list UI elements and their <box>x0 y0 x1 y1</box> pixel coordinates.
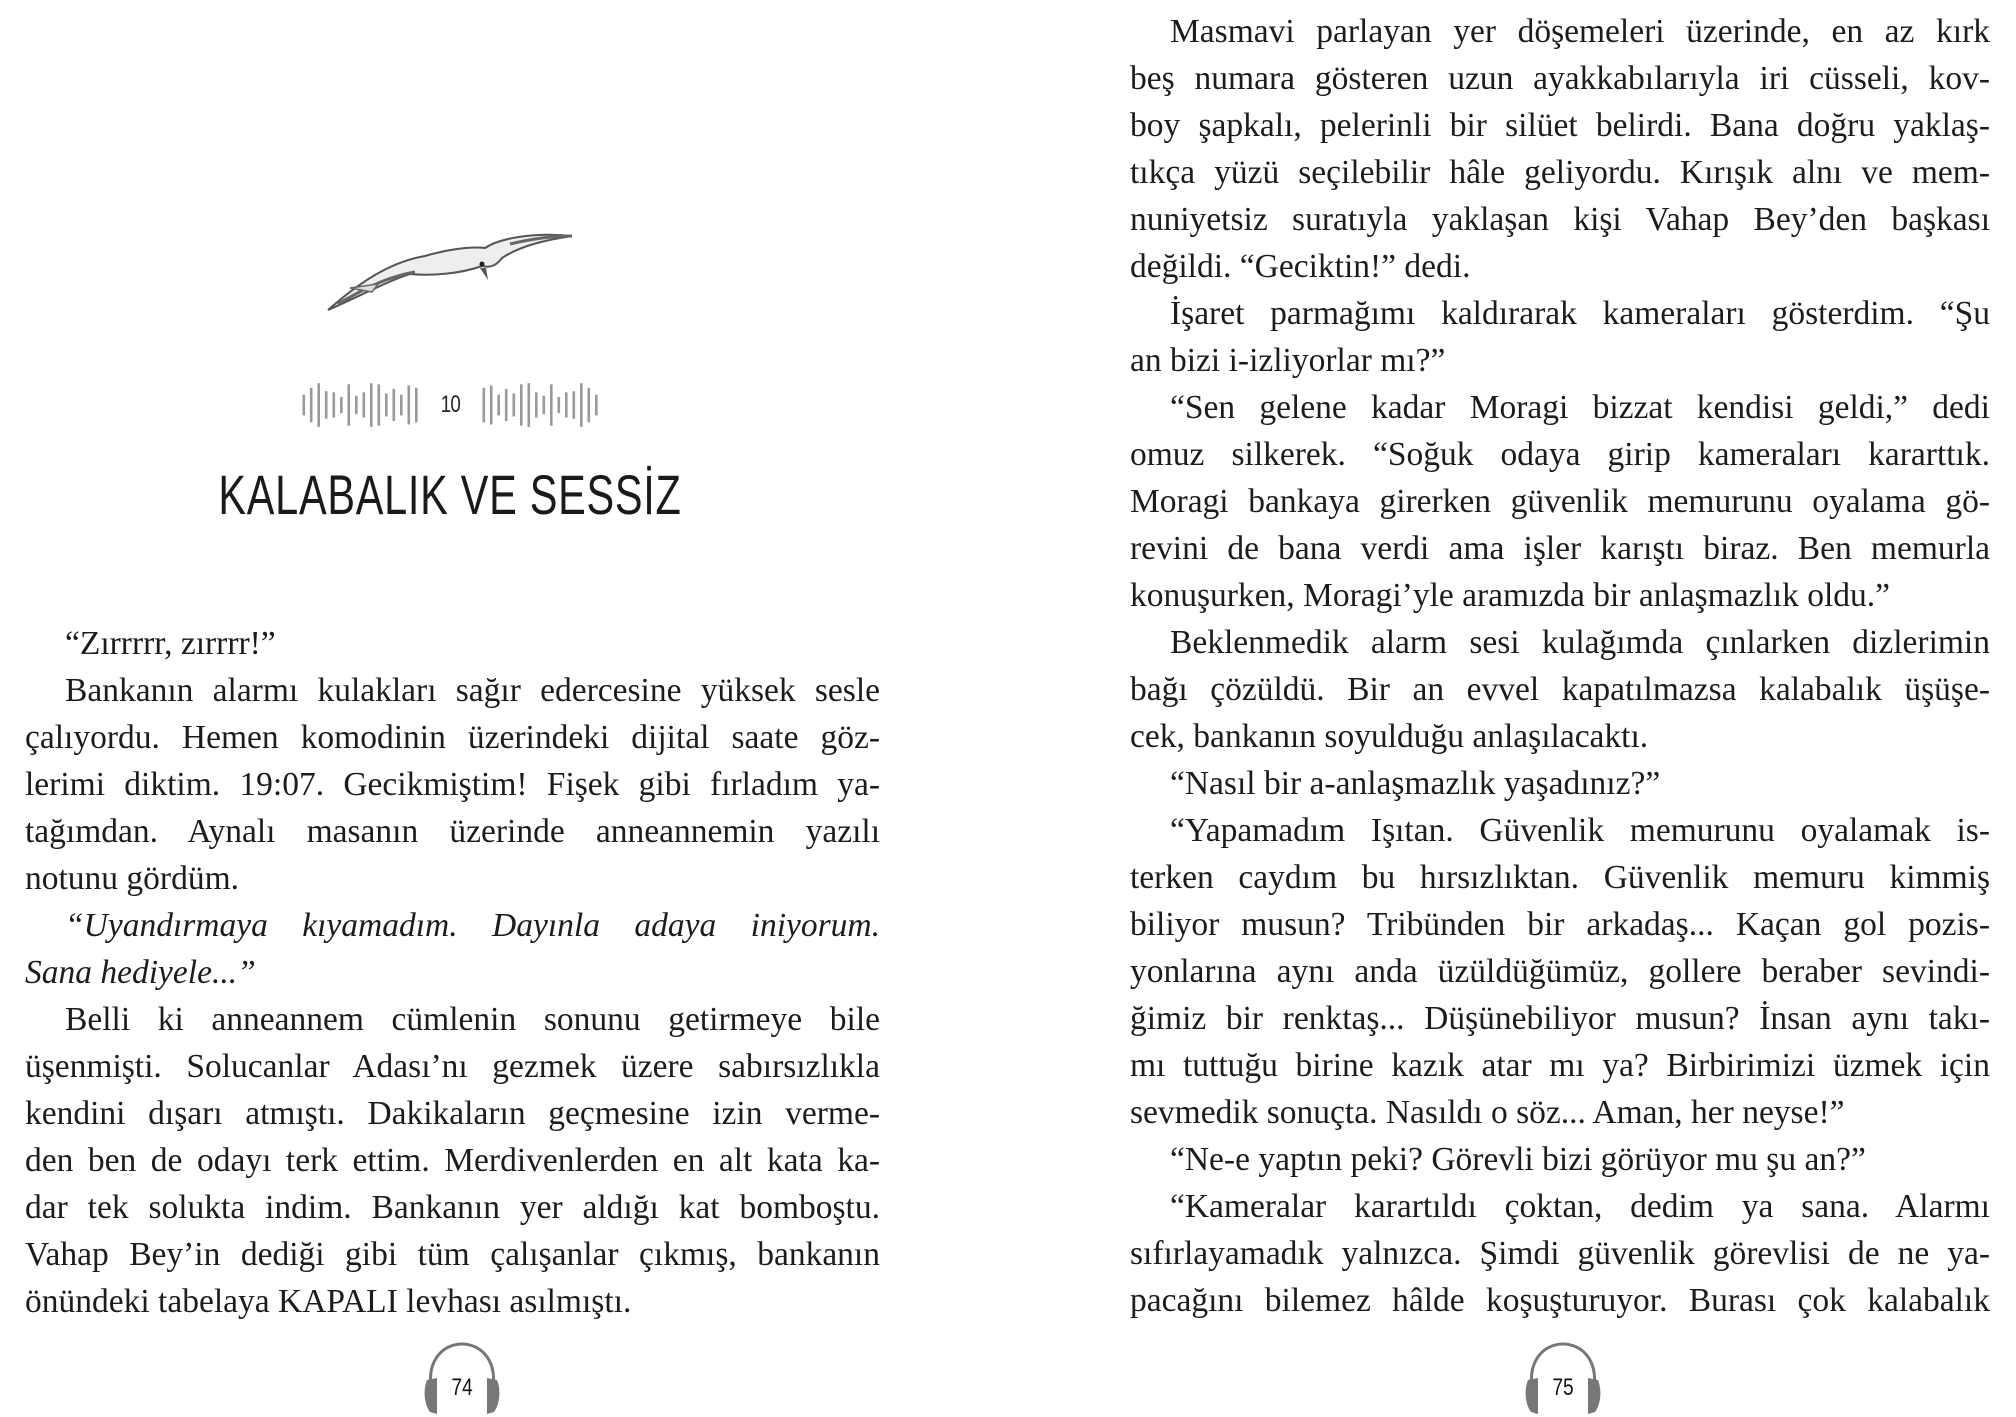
waveform-bar <box>498 395 501 416</box>
waveform-bar <box>355 396 358 414</box>
waveform-bar <box>415 388 418 423</box>
waveform-bar <box>520 384 523 425</box>
waveform-bar <box>483 388 486 423</box>
text-line: sıfırlayamadık yalnızca. Şimdi güvenlik görevlisi de ne ya- <box>1130 1235 1990 1272</box>
page-number-badge <box>417 1340 507 1416</box>
left-page-body <box>25 620 880 1325</box>
waveform-bar <box>370 383 373 427</box>
chapter-number-ornament <box>298 380 602 430</box>
waveform-bar <box>573 391 576 419</box>
text-line: “Uyandırmaya kıyamadım. Dayınla adaya iniyorum. <box>65 907 880 944</box>
waveform-bar <box>340 397 343 413</box>
page-number: 75 <box>1552 1374 1574 1401</box>
text-line: Bankanın alarmı kulakları sağır edercesine yüksek sesle <box>65 672 880 709</box>
waveform-bar <box>332 392 335 417</box>
waveform-bar <box>490 385 493 424</box>
text-line: notunu gördüm. <box>25 860 240 897</box>
text-line: “Nasıl bir a-anlaşmazlık yaşadınız?” <box>1170 765 1661 802</box>
text-line: “Sen gelene kadar Moragi bizzat kendisi geldi,” dedi <box>1170 389 1990 426</box>
text-line: çalıyordu. Hemen komodinin üzerindeki dijital saate göz- <box>25 719 880 756</box>
text-line: İşaret parmağımı kaldırarak kameraları gösterdim. “Şu <box>1170 295 1990 332</box>
chapter-title: KALABALIK VE SESSİZ <box>218 463 682 526</box>
text-line: bağı çözüldü. Bir an evvel kapatılmazsa kalabalık üşüşe- <box>1130 671 1990 708</box>
text-line: an bizi i-izliyorlar mı?” <box>1130 342 1446 379</box>
text-line: Belli ki anneannem cümlenin sonunu getirmeye bile <box>65 1001 880 1038</box>
waveform-bar <box>400 395 403 416</box>
text-line: Moragi bankaya girerken güvenlik memurunu oyalama gö- <box>1130 483 1990 520</box>
text-line: tıkça yüzü seçilebilir hâle geliyordu. Kırışık alnı ve mem- <box>1130 154 1990 191</box>
text-line: terken caydım bu hırsızlıktan. Güvenlik memuru kimmiş <box>1130 859 1990 896</box>
page-number: 74 <box>451 1374 473 1401</box>
waveform-bar <box>558 397 561 413</box>
text-line: beş numara gösteren uzun ayakkabılarıyla iri cüsseli, kov- <box>1130 60 1990 97</box>
waveform-right-icon <box>480 380 600 430</box>
text-line: boy şapkalı, pelerinli bir silüet belirdi. Bana doğru yaklaş- <box>1130 107 1990 144</box>
text-line: lerimi diktim. 19:07. Gecikmiştim! Fişek gibi fırladım ya- <box>25 766 880 803</box>
waveform-bar <box>317 383 320 427</box>
text-line: ğimiz bir renktaş... Düşünebiliyor musun? İnsan aynı takı- <box>1130 1000 1990 1037</box>
text-line: mı tuttuğu birine kazık atar mı ya? Birbirimizi üzmek için <box>1130 1047 1990 1084</box>
waveform-bar <box>302 395 305 416</box>
waveform-bar <box>543 396 546 414</box>
text-line: tağımdan. Aynalı masanın üzerinde anneannemin yazılı <box>25 813 880 850</box>
text-line: Vahap Bey’in dediği gibi tüm çalışanlar çıkmış, bankanın <box>25 1236 880 1273</box>
waveform-bar <box>377 384 380 425</box>
waveform-bar <box>580 383 583 427</box>
text-line: Sana hediyele...” <box>25 954 256 991</box>
waveform-bar <box>347 384 350 425</box>
waveform-bar <box>325 391 328 419</box>
right-page-body <box>1130 8 1990 1324</box>
text-line: cek, bankanın soyulduğu anlaşılacaktı. <box>1130 718 1649 755</box>
text-line: Beklenmedik alarm sesi kulağımda çınlarken dizlerimin <box>1170 624 1990 661</box>
text-line: değildi. “Geciktin!” dedi. <box>1130 248 1471 285</box>
text-line: biliyor musun? Tribünden bir arkadaş... Kaçan gol pozis- <box>1130 906 1990 943</box>
text-line: pacağını bilemez hâlde koşuşturuyor. Burası çok kalabalık <box>1130 1282 1990 1319</box>
waveform-bar <box>392 389 395 421</box>
text-line: “Ne-e yaptın peki? Görevli bizi görüyor mu şu an?” <box>1170 1141 1866 1178</box>
text-line: dar tek solukta indim. Bankanın yer aldığı kat bomboştu. <box>25 1189 880 1226</box>
waveform-bar <box>550 384 553 425</box>
waveform-bar <box>310 388 313 423</box>
text-line: üşenmişti. Solucanlar Adası’nı gezmek üzere sabırsızlıkla <box>25 1048 880 1085</box>
text-line: revini de bana verdi ama işler karıştı biraz. Ben memurla <box>1130 530 1990 567</box>
waveform-left-icon <box>300 380 420 430</box>
waveform-bar <box>565 392 568 417</box>
text-line: “Yapamadım Işıtan. Güvenlik memurunu oyalamak is- <box>1170 812 1990 849</box>
text-line: omuz silkerek. “Soğuk odaya girip kameraları kararttık. <box>1130 436 1990 473</box>
text-line: nuniyetsiz suratıyla yaklaşan kişi Vahap Bey’den başkası <box>1130 201 1990 238</box>
waveform-bar <box>407 385 410 424</box>
text-line: önündeki tabelaya KAPALI levhası asılmıştı. <box>25 1283 632 1320</box>
waveform-bar <box>595 395 598 416</box>
waveform-bar <box>513 394 516 417</box>
text-line: den ben de odayı terk ettim. Merdivenlerden en alt kata ka- <box>25 1142 880 1179</box>
text-line: “Zırrrrr, zırrrr!” <box>65 625 276 662</box>
text-line: Masmavi parlayan yer döşemeleri üzerinde, en az kırk <box>1170 13 1990 50</box>
seagull-icon <box>320 218 580 318</box>
chapter-number: 10 <box>440 391 460 418</box>
waveform-bar <box>362 392 365 417</box>
page-number-badge <box>1518 1340 1608 1416</box>
right-page <box>1008 0 2016 1417</box>
waveform-bar <box>535 392 538 417</box>
text-line: konuşurken, Moragi’yle aramızda bir anlaşmazlık oldu.” <box>1130 577 1891 614</box>
waveform-bar <box>588 388 591 423</box>
waveform-bar <box>528 383 531 427</box>
text-line: “Kameralar karartıldı çoktan, dedim ya sana. Alarmı <box>1170 1188 1990 1225</box>
waveform-bar <box>505 389 508 421</box>
text-line: kendini dışarı atmıştı. Dakikaların geçmesine izin verme- <box>25 1095 880 1132</box>
text-line: sevmedik sonuçta. Nasıldı o söz... Aman, her neyse!” <box>1130 1094 1845 1131</box>
text-line: yonlarına aynı anda üzüldüğümüz, gollere beraber sevindi- <box>1130 953 1990 990</box>
waveform-bar <box>385 394 388 417</box>
